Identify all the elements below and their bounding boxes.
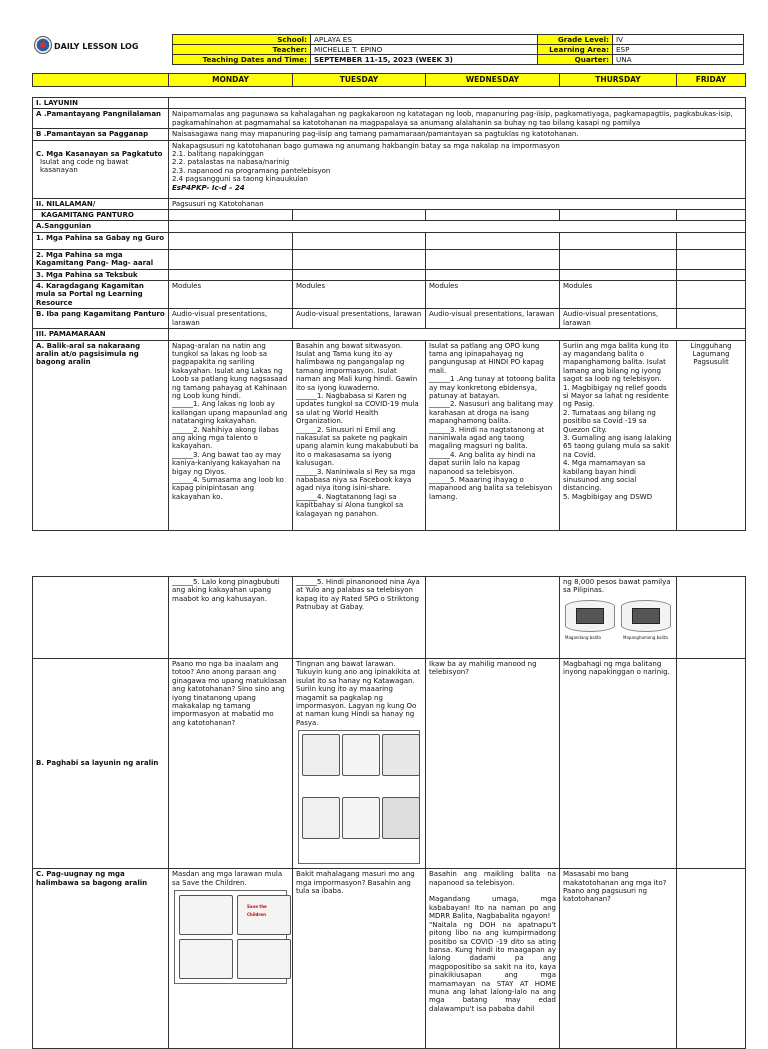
kasanayan-cell <box>169 140 746 198</box>
gabay-label: 1. Mga Pahina sa Gabay ng Guro <box>33 232 169 249</box>
cell <box>169 221 746 232</box>
tv-icon-bad <box>621 600 671 632</box>
header-table <box>172 34 744 65</box>
continuation-mon: ______5. Lalo kong pinagbubuti ang aking kakayahan upang maabot ko ang kahusayan. <box>169 577 293 659</box>
cell <box>169 249 293 269</box>
balik-aral-fri: Lingguhang Lagumang Pagsusulit <box>677 340 746 530</box>
balik-aral-tue: Basahin ang bawat sitwasyon. Isulat ang Tama kung ito ay halimbawa ng pangangalap ng tamang impormasyon. Isulat naman ang Mali kung hindi. Gawin ito sa iyong kuwaderno. ______1. Nagbabasa si Karen ng updates tungkol sa COVID-19 mula sa ulat ng World Health Organization. ______2. Sinusuri ni Emil ang nakasulat sa pakete ng pagkain upang alamin kung makabubuti ba ito o makasasama sa iyong kalusugan. ______3. Naniniwala si Rey sa mga nababasa niya sa Facebook kaya agad niya itong isini-share. ______4. Nagtatanong lagi sa kapitbahay si Alona tungkol sa kalagayan ng panahon. <box>293 340 426 530</box>
cell <box>169 210 293 221</box>
teacher-label: Teacher: <box>173 45 311 55</box>
area-value: ESP <box>613 45 744 55</box>
lesson-table-part1 <box>32 97 746 531</box>
phone-image <box>342 797 380 839</box>
kasanayan-value: Nakapagsusuri ng katotohanan bago gumawa ng anumang hakbangin batay sa mga nakalap na impormasyon 2.1. balitang napakinggan 2.2. patalastas na nabasa/narinig 2.3. napanood na programang pantelebisyon 2.4 pagsangguni sa taong kinauukulan <box>172 141 560 184</box>
paghabi-thu: Magbahagi ng mga balitang inyong napakinggan o narinig. <box>560 659 677 869</box>
radio-image <box>302 797 340 839</box>
days-blank <box>33 74 169 87</box>
cell <box>169 269 293 280</box>
pag-uugnay-mon-cell <box>169 869 293 1049</box>
quarter-label: Quarter: <box>538 55 613 65</box>
pag-uugnay-label: C. Pag-uugnay ng mga halimbawa sa bagong aralin <box>33 869 169 1049</box>
cell <box>293 269 426 280</box>
day-friday: FRIDAY <box>677 74 746 87</box>
paghabi-wed: Ikaw ba ay mahilig manood ng telebisyon? <box>426 659 560 869</box>
cell <box>426 577 560 659</box>
pamantayang-label: A .Pamantayang Pangnilalaman <box>33 109 169 129</box>
kasanayan-sublabel: Isulat ang code ng bawat kasanayan <box>40 158 129 175</box>
av-tue: Audio-visual presentations, larawan <box>293 309 426 329</box>
modules-mon: Modules <box>169 281 293 309</box>
iba-pang-label: B. Iba pang Kagamitang Panturo <box>33 309 169 329</box>
page-title: DAILY LESSON LOG <box>54 42 139 51</box>
cell <box>560 232 677 249</box>
day-tuesday: TUESDAY <box>293 74 426 87</box>
sanggunian-label: A.Sanggunian <box>33 221 169 232</box>
cell <box>33 577 169 659</box>
continuation-tue: ______5. Hindi pinanonood nina Aya at Yulo ang palabas sa telebisyon kapag ito ay Rated SPG o Striktong Patnubay at Gabay. <box>293 577 426 659</box>
layunin-blank <box>169 98 746 109</box>
cell <box>677 309 746 329</box>
pag-uugnay-mon: Masdan ang mga larawan mula sa Save the Children. <box>172 870 283 887</box>
av-mon: Audio-visual presentations, larawan <box>169 309 293 329</box>
newspaper-image <box>302 734 340 776</box>
pamantayang-value: Naipamamalas ang pagunawa sa kahalagahan ng pagkakaroon ng katatagan ng loob, mapanuring pag-iisip, pagkamatiyaga, pagkamapagtiis, pagkabukas-isip, pagkamahinahon at pagmamahal sa katotohanan na magpapalaya sa anumang alalahanin sa buhay ng tao bilang kasapi ng pamilya <box>169 109 746 129</box>
pamantayan-pagganap-label: B .Pamantayan sa Pagganap <box>33 129 169 140</box>
cell <box>560 269 677 280</box>
paghabi-tue-cell <box>293 659 426 869</box>
av-wed: Audio-visual presentations, larawan <box>426 309 560 329</box>
children-reading-image <box>179 939 233 979</box>
cell <box>677 232 746 249</box>
pag-uugnay-thu: Masasabi mo bang makatotohanan ang mga ito? Paano ang pagsusuri ng katotohanan? <box>560 869 677 1049</box>
nilalaman-value: Pagsusuri ng Katotohanan <box>169 198 746 209</box>
modules-thu: Modules <box>560 281 677 309</box>
nilalaman-label: II. NILALAMAN/ <box>33 198 169 209</box>
cell <box>169 329 746 340</box>
cell <box>677 210 746 221</box>
cell <box>560 249 677 269</box>
paghabi-label: B. Paghabi sa layunin ng aralin <box>33 659 169 869</box>
balik-aral-label: A. Balik-aral sa nakaraang aralin at/o pagsisimula ng bagong aralin <box>33 340 169 530</box>
days-header <box>32 73 746 87</box>
kasanayan-code: EsP4PKP- Ic-d – 24 <box>172 183 245 192</box>
cell <box>677 281 746 309</box>
kagamitan-label: KAGAMITANG PANTURO <box>33 210 169 221</box>
grade-value: IV <box>613 35 744 45</box>
kasanayan-label: C. Mga Kasanayan sa Pagkatuto <box>36 149 163 158</box>
lesson-table-part2 <box>32 576 746 1049</box>
quarter-value: UNA <box>613 55 744 65</box>
cell <box>426 249 560 269</box>
cell <box>426 210 560 221</box>
day-thursday: THURSDAY <box>560 74 677 87</box>
cell <box>293 210 426 221</box>
karagdagang-label: 4. Karagdagang Kagamitan mula sa Portal ng Learning Resource <box>33 281 169 309</box>
tv-label-bad: Mapanghamong balita <box>623 634 668 640</box>
paghabi-tue: Tingnan ang bawat larawan. Tukuyin kung ano ang ipinakikita at isulat ito sa hanay ng Katawagan. Suriin kung ito ay maaaring magamit sa pagkalap ng impormasyon. Lagyan ng kung Oo at naman kung Hindi sa hanay ng Pasya. <box>296 660 421 727</box>
area-label: Learning Area: <box>538 45 613 55</box>
cell <box>293 232 426 249</box>
larawan-grid-image <box>298 730 420 864</box>
tv-images <box>563 598 673 646</box>
tv-label-good: Magandang balita <box>565 634 601 640</box>
cell <box>677 869 746 1049</box>
teacher-value: MICHELLE T. EPINO <box>311 45 538 55</box>
day-monday: MONDAY <box>169 74 293 87</box>
pag-uugnay-wed: Basahin ang maikling balita na napanood sa telebisyon. Magandang umaga, mga kababayan! Ito na naman po ang MDRR Balita, Nagbabalita ngayon! "Naitala ng DOH na apatnapu't pitong libo na ang kumpirmadong positibo sa COVID -19 dito sa ating bansa. Kung hindi ito maagapan ay lalong dadami pa ang magpopositibo sa sakit na ito, kaya pinakikiusapan ang mga mamamayan na STAY AT HOME muna ang lahat lalong-lalo na ang mga batang may edad dalawampu't isa pababa dahil <box>426 869 560 1049</box>
day-wednesday: WEDNESDAY <box>426 74 560 87</box>
continuation-thu: ng 8,000 pesos bawat pamilya sa Pilipinas. <box>563 578 671 595</box>
cell <box>169 232 293 249</box>
kagamitang-pang-label: 2. Mga Pahina sa mga Kagamitang Pang- Mag- aaral <box>33 249 169 269</box>
pamamaraan-heading: III. PAMAMARAAN <box>33 329 169 340</box>
cell <box>677 659 746 869</box>
children-phone-image <box>237 939 291 979</box>
children-radio-image <box>179 895 233 935</box>
deped-seal-icon <box>34 36 52 54</box>
tv-icon-good <box>565 600 615 632</box>
cell <box>426 232 560 249</box>
cell <box>560 210 677 221</box>
grade-label: Grade Level: <box>538 35 613 45</box>
school-value: APLAYA ES <box>311 35 538 45</box>
cell <box>293 249 426 269</box>
teksbuk-label: 3. Mga Pahina sa Teksbuk <box>33 269 169 280</box>
dates-value: SEPTEMBER 11-15, 2023 (WEEK 3) <box>311 55 538 65</box>
cell <box>677 577 746 659</box>
save-children-logo-caption: Save the Children <box>247 904 267 918</box>
continuation-thu-cell <box>560 577 677 659</box>
school-label: School: <box>173 35 311 45</box>
balik-aral-mon: Napag-aralan na natin ang tungkol sa lakas ng loob sa pagpapakita ng sariling kakayahan. Isulat ang Lakas ng Loob sa patlang kung nagsasaad ng tamang pahayag at Kahinaan ng Loob kung hindi. ______1. Ang lakas ng loob ay kailangan upang mapaunlad ang natatanging kakayahan. ______2. Nahihiya akong ilabas ang aking mga talento o kakayahan. ______3. Ang bawat tao ay may kaniya-kaniyang kakayahan na bigay ng Diyos. ______4. Sumasama ang loob ko kapag pinipintasan ang kakayahan ko. <box>169 340 293 530</box>
cell <box>677 269 746 280</box>
modules-wed: Modules <box>426 281 560 309</box>
tv-screen <box>632 608 660 624</box>
balik-aral-thu: Suriin ang mga balita kung ito ay magandang balita o mapanghamong balita. Isulat lamang ang bilang ng iyong sagot sa loob ng telebisyon. 1. Magbibigay ng relief goods si Mayor sa lahat ng residente ng Pasig. 2. Tumataas ang bilang ng positibo sa Covid -19 sa Quezon City. 3. Gumaling ang isang lalaking 65 taong gulang mula sa sakit na Covid. 4. Mga mamamayan sa kabilang bayan hindi sinusunod ang social distancing. 5. Magbibigay ang DSWD <box>560 340 677 530</box>
tv-image <box>382 797 420 839</box>
paghabi-mon: Paano mo nga ba inaalam ang totoo? Ano anong paraan ang ginagawa mo upang matuklasan ang katotohanan? Sino sino ang iyong tinatanong upang makakalap ng tamang impormasyon at mabatid mo ang katotohanan? <box>169 659 293 869</box>
cell <box>426 269 560 280</box>
pamantayan-pagganap-value: Naisasagawa nang may mapanuring pag-iisip ang tamang pamamaraan/pamantayan sa pagtuklas ng katotohanan. <box>169 129 746 140</box>
cell <box>677 249 746 269</box>
balik-aral-wed: Isulat sa patlang ang OPO kung tama ang ipinapahayag ng pangungusap at HINDI PO kapag mali. ______1 .Ang tunay at totoong balita ay may konkretong ebidensya, patunay at batayan. ______2. Nasusuri ang balitang may karahasan at droga na isang mapanghamong balita. ______3. Hindi na nagtatanong at naniniwala agad ang taong magaling magsuri ng balita. ______4. Ang balita ay hindi na dapat suriin lalo na kapag napanood sa telebisyon. ______5. Maaaring ihayag o mapanood ang balita sa telebisyon lamang. <box>426 340 560 530</box>
modules-tue: Modules <box>293 281 426 309</box>
save-children-image <box>174 890 287 984</box>
dates-label: Teaching Dates and Time: <box>173 55 311 65</box>
pag-uugnay-tue: Bakit mahalagang masuri mo ang mga impormasyon? Basahin ang tula sa ibaba. <box>293 869 426 1049</box>
family-image <box>382 734 420 776</box>
av-thu: Audio-visual presentations, larawan <box>560 309 677 329</box>
tv-screen <box>576 608 604 624</box>
computer-image <box>342 734 380 776</box>
kasanayan-label-cell <box>33 140 169 198</box>
layunin-heading: I. LAYUNIN <box>33 98 169 109</box>
